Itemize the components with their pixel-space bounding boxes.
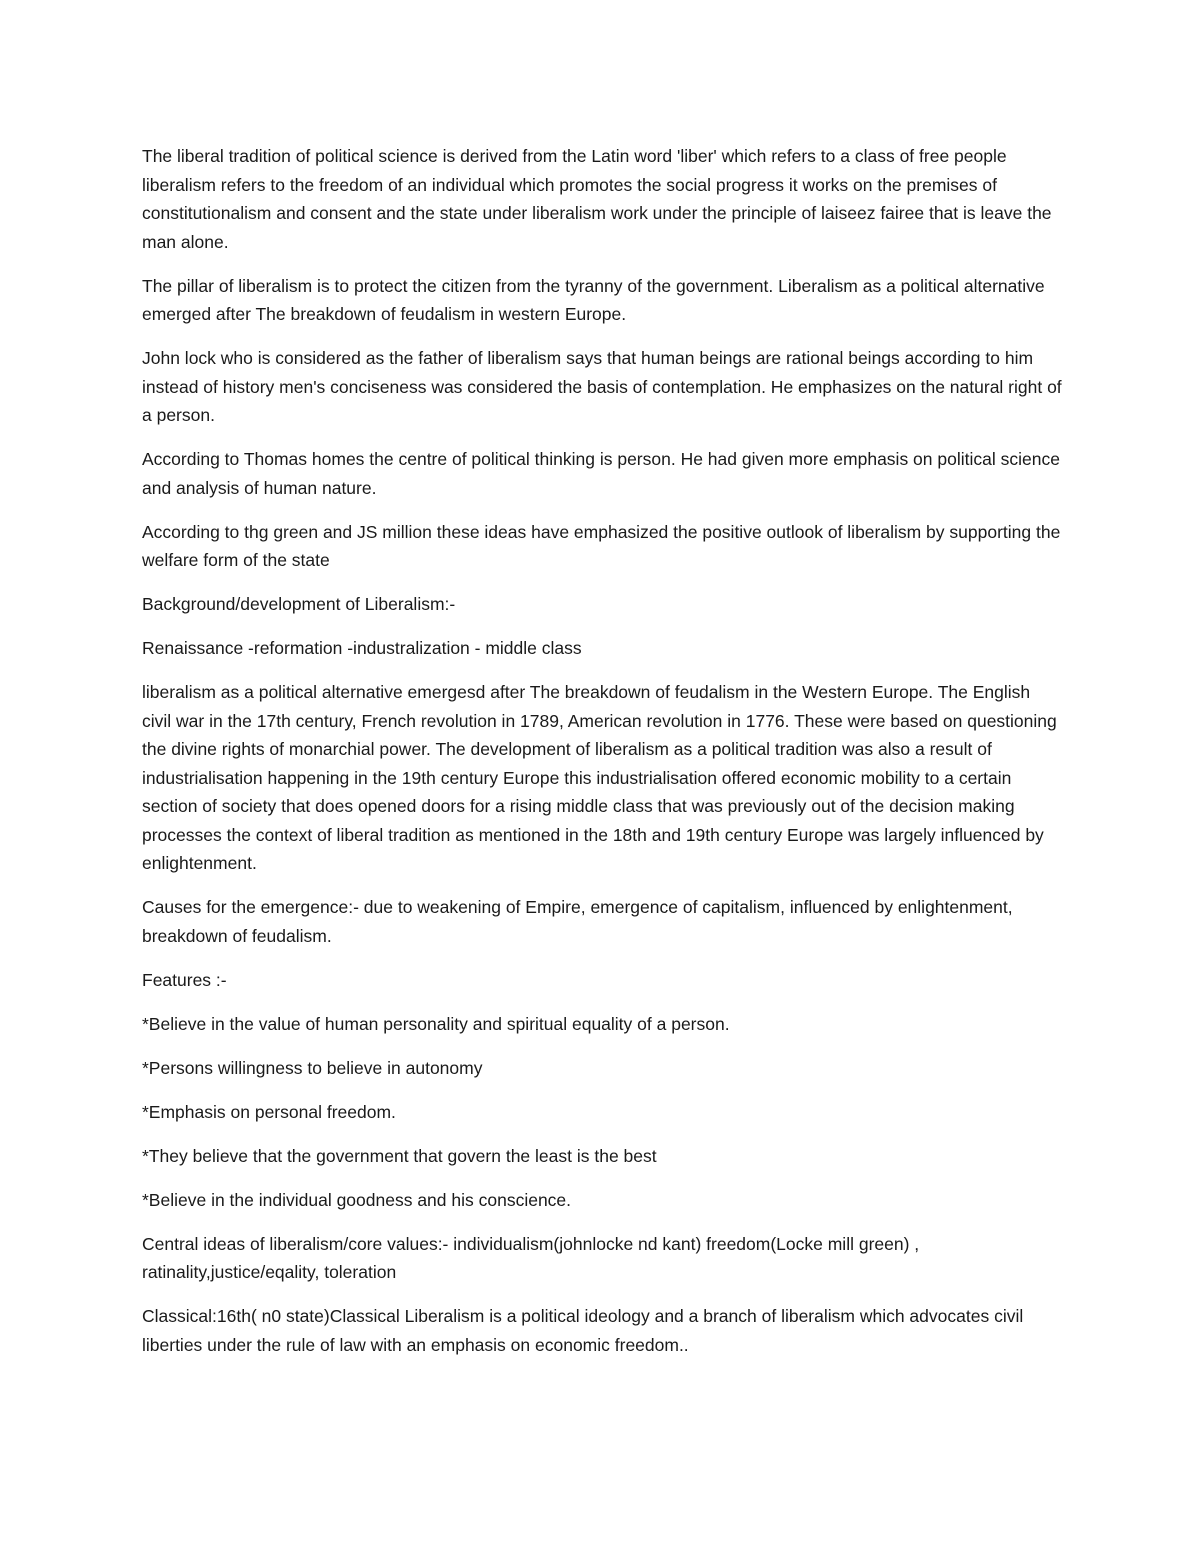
paragraph-thomas-homes: According to Thomas homes the centre of political thinking is person. He had given more emphasis on political science and analysis of human nature. xyxy=(142,449,1060,498)
feature-item-personal-freedom: *Emphasis on personal freedom. xyxy=(142,1101,396,1122)
feature-item-individual-goodness: *Believe in the individual goodness and his conscience. xyxy=(142,1189,572,1210)
paragraph-renaissance-sequence: Renaissance -reformation -industralization - middle class xyxy=(142,638,582,658)
paragraph-green-and-js-mill: According to thg green and JS million these ideas have emphasized the positive outlook of liberalism by supporting the welfare form of the state xyxy=(142,521,1061,570)
feature-item-human-personality: *Believe in the value of human personality and spiritual equality of a person. xyxy=(142,1013,730,1034)
feature-item-government-least: *They believe that the government that govern the least is the best xyxy=(142,1145,657,1166)
paragraph-political-alternative: liberalism as a political alternative emergesd after The breakdown of feudalism in the Western Europe. The English civil war in the 17th century, French revolution in 1789, American revolution in 1776. These were based on questioning the divine rights of monarchial power. The development of liberalism as a political tradition was also a result of industrialisation happening in the 19th century Europe this industrialisation offered economic mobility to a certain section of society that does opened doors for a rising middle class that was previously out of the decision making processes the context of liberal tradition as mentioned in the 18th and 19th century Europe was largely influenced by enlightenment. xyxy=(142,682,1057,873)
heading-features: Features :- xyxy=(142,969,227,990)
paragraph-liberal-tradition: The liberal tradition of political science is derived from the Latin word 'liber' which refers to a class of free people liberalism refers to the freedom of an individual which promotes the social progress it works on the premises of constitutionalism and consent and the state under liberalism work under the principle of laiseez fairee that is leave the man alone. xyxy=(142,146,1052,252)
paragraph-causes-for-emergence: Causes for the emergence:- due to weakening of Empire, emergence of capitalism, influenced by enlightenment, breakdown of feudalism. xyxy=(142,897,1013,946)
document-body xyxy=(142,142,1062,1375)
paragraph-classical-liberalism: Classical:16th( n0 state)Classical Liberalism is a political ideology and a branch of liberalism which advocates civil liberties under the rule of law with an emphasis on economic freedom.. xyxy=(142,1306,1024,1355)
feature-item-autonomy: *Persons willingness to believe in autonomy xyxy=(142,1057,483,1078)
paragraph-pillar-of-liberalism: The pillar of liberalism is to protect the citizen from the tyranny of the government. Liberalism as a political alternative emerged after The breakdown of feudalism in western Europe. xyxy=(142,275,1045,324)
paragraph-john-lock: John lock who is considered as the father of liberalism says that human beings are rational beings according to him instead of history men's conciseness was considered the basis of contemplation. He emphasizes on the natural right of a person. xyxy=(142,348,1062,425)
heading-background-development: Background/development of Liberalism:- xyxy=(142,594,456,614)
paragraph-central-ideas: Central ideas of liberalism/core values:- individualism(johnlocke nd kant) freedom(Locke mill green) , ratinality,justice/eqality, toleration xyxy=(142,1233,920,1282)
